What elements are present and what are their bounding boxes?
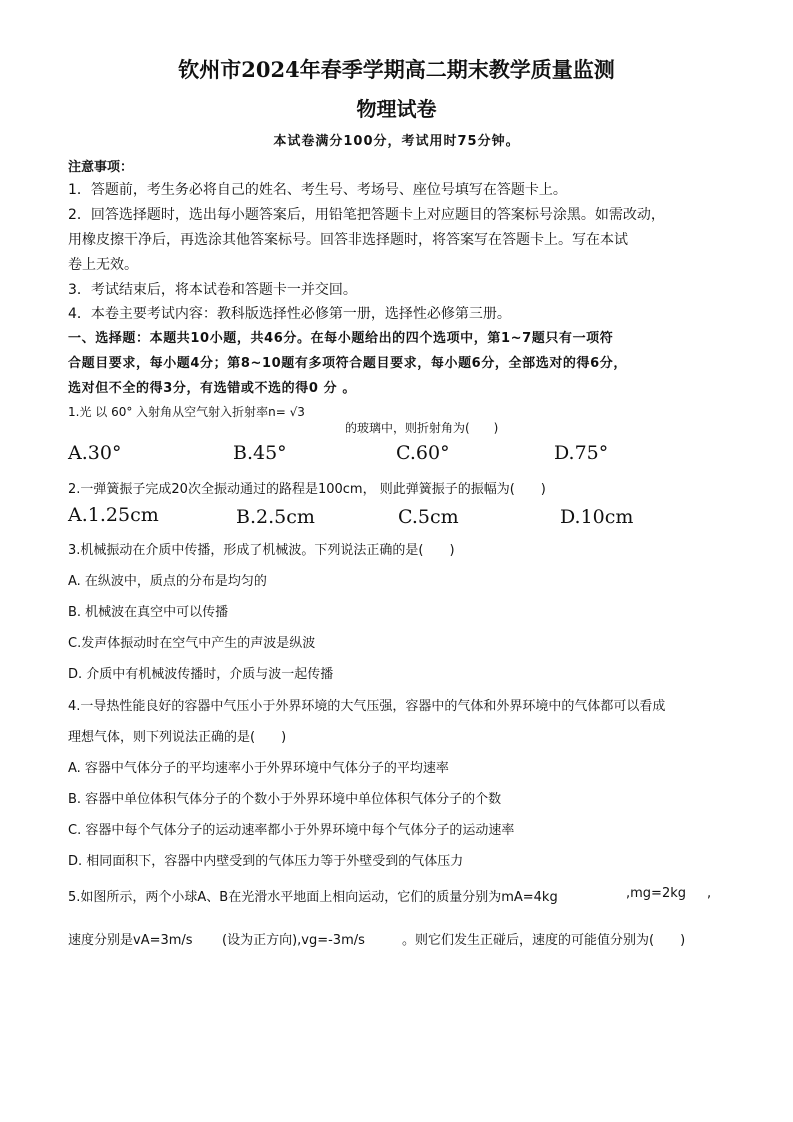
- question-stem: 2.一弹簧振子完成20次全振动通过的路程是100cm， 则此弹簧振子的振幅为( ): [68, 482, 546, 497]
- option-a: A. 在纵波中，质点的分布是均匀的: [68, 574, 267, 589]
- option-b: B.45°: [233, 442, 287, 464]
- section-instructions: 选对但不全的得3分，有选错或不选的得0 分 。: [68, 381, 356, 396]
- question-stem: 4.一导热性能良好的容器中气压小于外界环境的大气压强，容器中的气体和外界环境中的气体都可以看成: [68, 699, 666, 714]
- question-stem: ,: [707, 886, 712, 901]
- note-line: 用橡皮擦干净后，再选涂其他答案标号。回答非选择题时，将答案写在答题卡上。写在本试: [68, 232, 628, 248]
- note-line: 卷上无效。: [68, 257, 138, 273]
- note-line: 2．回答选择题时，选出每小题答案后，用铅笔把答题卡上对应题目的答案标号涂黑。如需改动，: [68, 207, 665, 223]
- question-stem: 1.光 以 60° 入射角从空气射入折射率n= √3: [68, 405, 305, 419]
- question-stem: 速度分别是vA=3m/s: [68, 933, 193, 948]
- option-b: B. 机械波在真空中可以传播: [68, 605, 229, 620]
- option-a: A. 容器中气体分子的平均速率小于外界环境中气体分子的平均速率: [68, 761, 449, 776]
- exam-subtitle: 物理试卷: [356, 97, 437, 121]
- option-c: C.5cm: [398, 506, 459, 528]
- option-b: B. 容器中单位体积气体分子的个数小于外界环境中单位体积气体分子的个数: [68, 792, 502, 807]
- question-stem: 的玻璃中，则折射角为( ): [345, 421, 499, 435]
- section-instructions: 一、选择题：本题共10小题，共46分。在每小题给出的四个选项中，第1~7题只有一项符: [68, 331, 614, 346]
- question-stem: 3.机械振动在介质中传播，形成了机械波。下列说法正确的是( ): [68, 543, 455, 558]
- question-stem: 理想气体，则下列说法正确的是( ): [68, 730, 287, 745]
- option-c: C.发声体振动时在空气中产生的声波是纵波: [68, 636, 316, 651]
- question-stem: (设为正方向),vg=-3m/s: [222, 933, 365, 948]
- option-d: D. 相同面积下，容器中内壁受到的气体压力等于外壁受到的气体压力: [68, 854, 464, 869]
- section-instructions: 合题目要求，每小题4分；第8~10题有多项符合题目要求，每小题6分，全部选对的得6分，: [68, 356, 627, 371]
- option-a: A.1.25cm: [68, 504, 159, 526]
- note-line: 4．本卷主要考试内容：教科版选择性必修第一册，选择性必修第三册。: [68, 306, 511, 322]
- option-d: D.10cm: [560, 506, 634, 528]
- note-line: 1．答题前，考生务必将自己的姓名、考生号、考场号、座位号填写在答题卡上。: [68, 182, 567, 198]
- notes-heading: 注意事项：: [68, 160, 134, 175]
- option-b: B.2.5cm: [236, 506, 315, 528]
- note-line: 3．考试结束后，将本试卷和答题卡一并交回。: [68, 282, 357, 298]
- option-a: A.30°: [68, 442, 122, 464]
- option-c: C. 容器中每个气体分子的运动速率都小于外界环境中每个气体分子的运动速率: [68, 823, 515, 838]
- question-stem: ,mg=2kg: [626, 886, 686, 901]
- exam-title: 钦州市2024年春季学期高二期末教学质量监测: [178, 57, 615, 82]
- question-stem: 5.如图所示，两个小球A、B在光滑水平地面上相向运动，它们的质量分别为mA=4kg: [68, 890, 558, 905]
- exam-meta: 本试卷满分100分，考试用时75分钟。: [273, 134, 520, 149]
- option-c: C.60°: [396, 442, 450, 464]
- question-stem: 。则它们发生正碰后，速度的可能值分别为( ): [402, 933, 686, 948]
- option-d: D. 介质中有机械波传播时，介质与波一起传播: [68, 667, 334, 682]
- option-d: D.75°: [554, 442, 609, 464]
